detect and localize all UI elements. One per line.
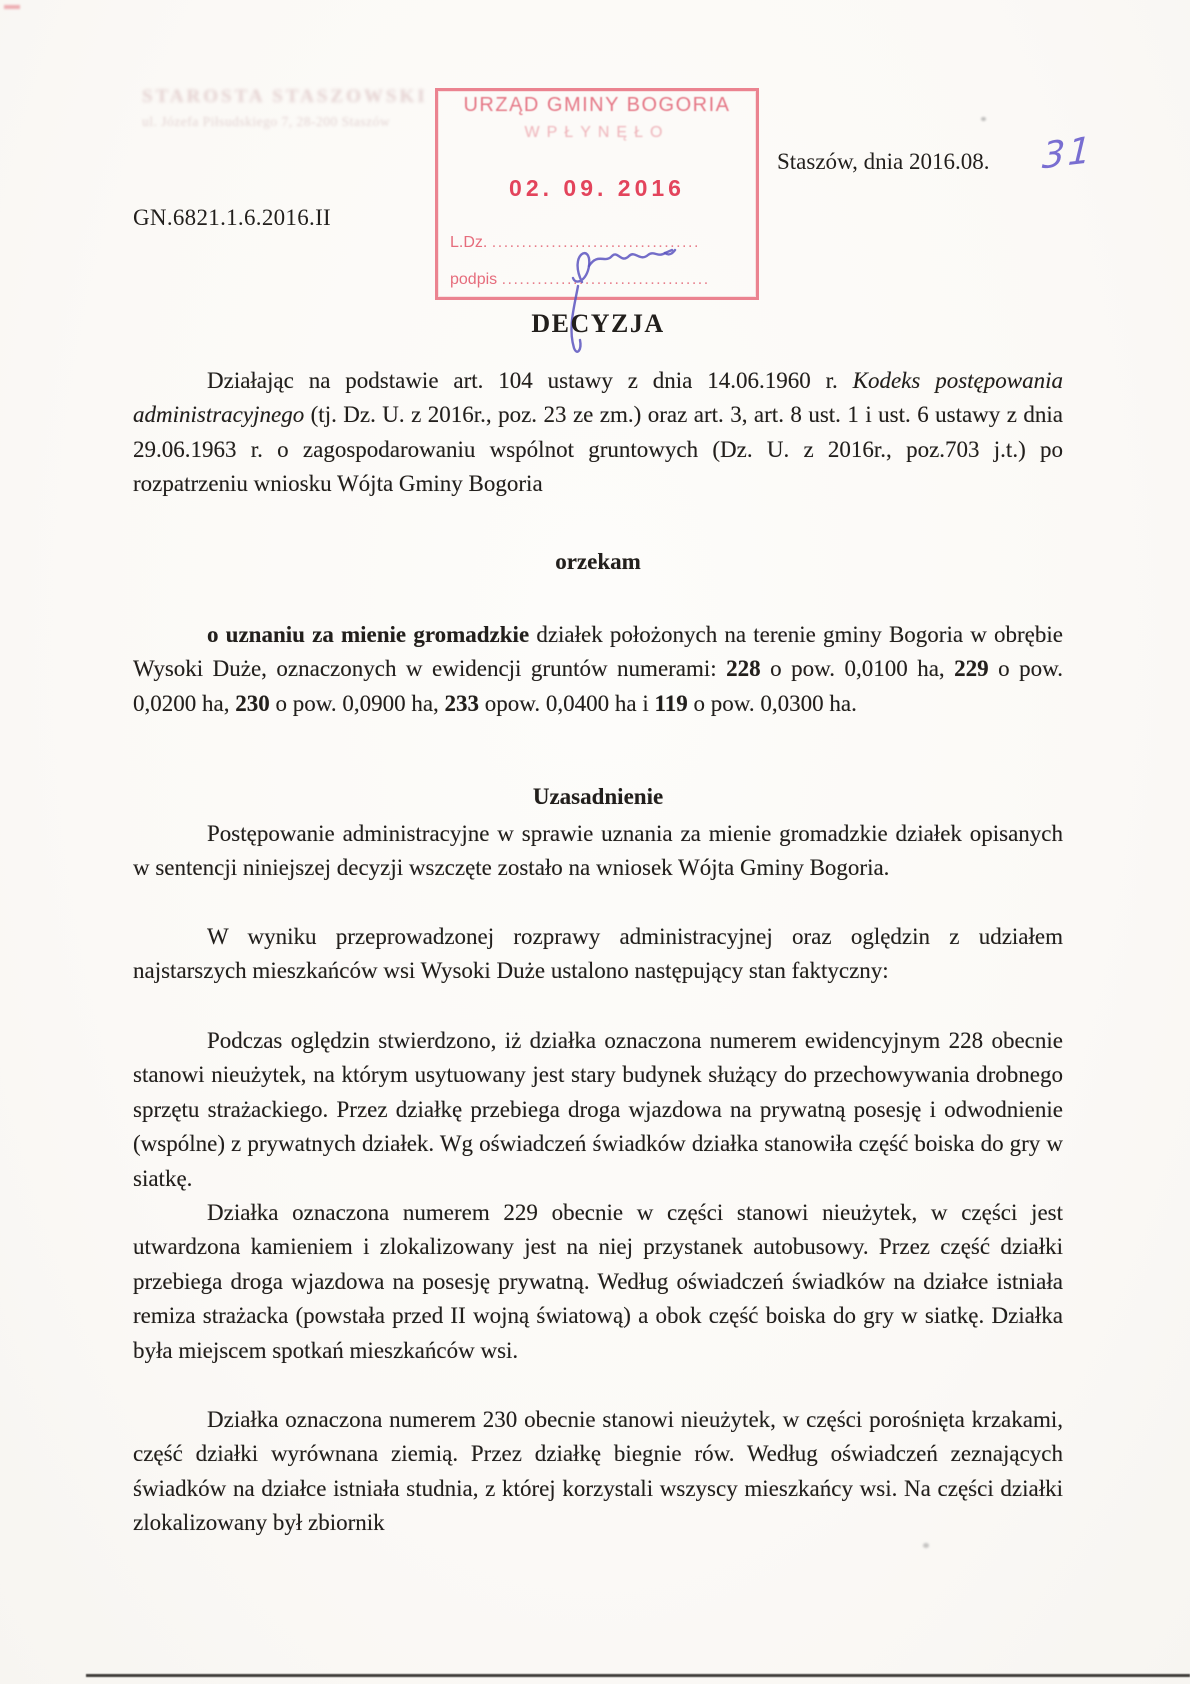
justification-paragraph: W wyniku przeprowadzonej rozprawy administracyjnej oraz oględzin z udziałem najstarszych mieszkańców wsi Wysoki Duże ustalono następujący stan faktyczny:: [133, 924, 1063, 984]
intro-paragraph-block: [133, 364, 1063, 502]
verdict-seg2: działek położonych na terenie gminy Bogoria w obrębie Wysoki Duże, oznaczonych w ewidencji gruntów numerami:: [133, 622, 1063, 682]
stamp-signature-dotted-line: ...................................: [501, 271, 710, 288]
justification-paragraph: Postępowanie administracyjne w sprawie uznania za mienie gromadzkie działek opisanych w sentencji niniejszej decyzji wszczęte zostało na wniosek Wójta Gminy Bogoria.: [133, 821, 1063, 881]
verdict-seg10: opow. 0,0400 ha i: [479, 690, 655, 716]
stamp-ldz-label: L.Dz.: [450, 234, 492, 251]
justification-paragraph-block: [133, 1196, 1063, 1368]
justification-paragraph-block: [133, 920, 1063, 989]
scan-speck: [4, 5, 20, 9]
handwritten-signature: [548, 236, 708, 366]
intro-seg3: (tj. Dz. U. z 2016r., poz. 23 ze zm.) oraz art. 3, art. 8 ust. 1 i ust. 6 ustawy z dnia 29.06.1963 r. o zagospodarowaniu wspólnot gruntowych (Dz. U. z 2016r., poz.703 j.t.) po rozpatrzeniu wniosku Wójta Gminy Bogoria: [133, 402, 1063, 497]
justification-paragraph-block: [133, 817, 1063, 886]
scan-speck: [981, 117, 986, 121]
stamp-ldz-dotted-line: ...................................: [491, 234, 700, 251]
justification-paragraph-block: [133, 1403, 1063, 1541]
verdict-paragraph-block: [133, 618, 1063, 721]
stamp-received-label: WPŁYNĘŁO: [524, 124, 670, 141]
verdict-heading: orzekam: [555, 549, 641, 574]
letterhead-ghost: [142, 86, 442, 130]
letterhead-address: ul. Józefa Piłsudskiego 7, 28-200 Staszów: [142, 114, 391, 129]
dateline: [777, 149, 990, 175]
justification-heading: Uzasadnienie: [532, 784, 664, 809]
justification-paragraph: Działka oznaczona numerem 229 obecnie w części stanowi nieużytek, w części jest utwardzona kamieniem i zlokalizowany jest na niej przystanek autobusowy. Przez część działki przebiega droga wjazdowa na posesję prywatną. Według oświadczeń świadków na działce istniała remiza strażacka (powstała przed II wojną światową) a obok część boiska do gry w siatkę. Działka była miejscem spotkań mieszkańców wsi.: [133, 1200, 1063, 1363]
justification-paragraph: Działka oznaczona numerem 230 obecnie stanowi nieużytek, w części porośnięta krzakami, część działki wyrównana ziemią. Przez działkę biegnie rów. Według oświadczeń zeznających świadków na działce istniała studnia, z której korzystali wszyscy mieszkańcy wsi. Na części działki zlokalizowany był zbiornik: [133, 1407, 1063, 1536]
justification-paragraph: Podczas oględzin stwierdzono, iż działka oznaczona numerem ewidencyjnym 228 obecnie stanowi nieużytek, na którym usytuowany jest stary budynek służący do przechowywania drobnego sprzętu strażackiego. Przez działkę przebiega droga wjazdowa na prywatną posesję i odwodnienie (wspólne) z prywatnych działek. Wg oświadczeń świadków działka stanowiła część boiska do gry w siatkę.: [133, 1028, 1063, 1191]
intro-seg1: Działając na podstawie art. 104 ustawy z dnia 14.06.1960 r.: [207, 368, 853, 393]
parcel-119: 119: [654, 690, 688, 716]
verdict-seg12: o pow. 0,0300 ha.: [687, 690, 857, 716]
stamp-office-name: URZĄD GMINY BOGORIA: [463, 94, 731, 116]
parcel-229: 229: [954, 656, 989, 682]
parcel-230: 230: [235, 690, 270, 716]
document-title: DECYZJA: [531, 309, 665, 338]
letterhead-office-name: STAROSTA STASZOWSKI: [142, 86, 428, 107]
verdict-seg8: o pow. 0,0900 ha,: [269, 690, 445, 716]
handwritten-day: 31: [1041, 129, 1095, 178]
verdict-seg6: o pow. 0,0200 ha,: [133, 656, 1063, 716]
stamp-received-date: 02. 09. 2016: [509, 175, 685, 201]
verdict-seg4: o pow. 0,0100 ha,: [760, 656, 955, 682]
case-reference-number: GN.6821.1.6.2016.II: [133, 205, 331, 230]
parcel-233: 233: [444, 690, 480, 716]
intro-paragraph: [133, 364, 1063, 502]
scan-edge-line: [86, 1674, 1190, 1677]
intake-stamp: [435, 88, 759, 300]
parcel-228: 228: [726, 656, 761, 682]
intro-act-title-italic: Kodeks postępowania administracyjnego: [133, 368, 1063, 428]
dateline-text: Staszów, dnia 2016.08.: [777, 149, 990, 174]
scan-speck: [923, 1543, 929, 1548]
verdict-paragraph: [133, 618, 1063, 721]
verdict-bold-phrase: o uznaniu za mienie gromadzkie: [207, 622, 530, 647]
stamp-signature-label: podpis: [450, 271, 502, 288]
justification-paragraph-block: [133, 1024, 1063, 1196]
